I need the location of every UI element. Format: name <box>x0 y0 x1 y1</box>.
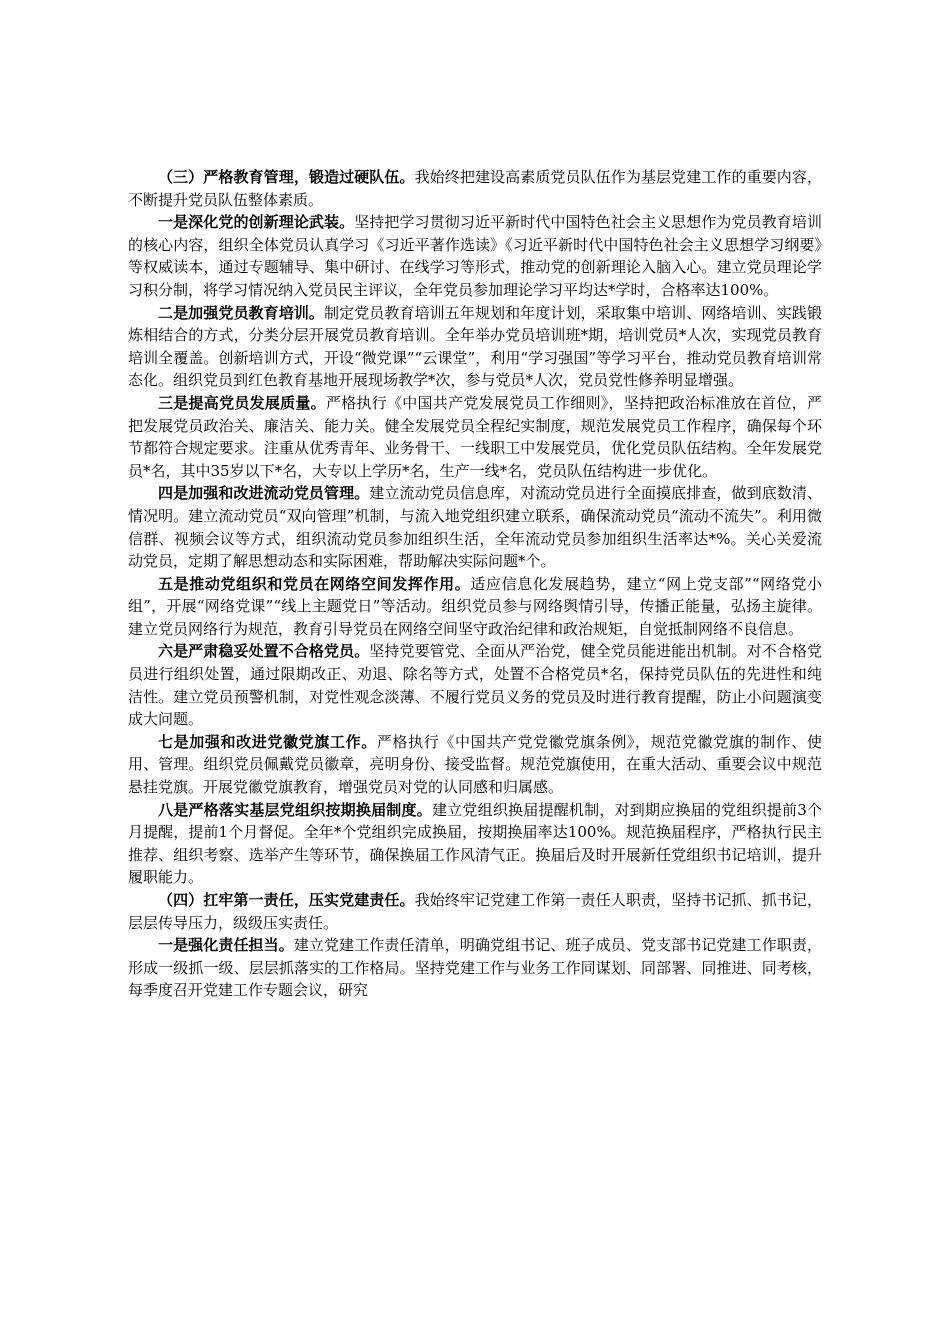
paragraph-heading: 五是推动党组织和党员在网络空间发挥作用。 <box>158 574 471 593</box>
paragraph-heading: 四是加强和改进流动党员管理。 <box>158 484 370 503</box>
paragraph-term-elections <box>128 799 822 889</box>
paragraph-responsibility-commitment <box>128 934 822 1002</box>
paragraph-unqualified-members <box>128 640 822 730</box>
paragraph-heading: 八是严格落实基层党组织按期换届制度。 <box>158 800 432 819</box>
paragraph-cyberspace <box>128 573 822 641</box>
paragraph-mobile-members <box>128 482 822 572</box>
paragraph-member-training <box>128 302 822 392</box>
paragraph-party-emblem-flag <box>128 731 822 799</box>
paragraph-text: 严格执行《中国共产党党徽党旗条例》，规范党徽党旗的制作、使用、管理。组织党员佩戴党员徽章，亮明身份、接受监督。规范党旗使用，在重大活动、重要会议中规范悬挂党旗。开展党徽党旗教育，增强党员对党的认同感和归属感。 <box>128 732 822 797</box>
paragraph-text: 建立流动党员信息库，对流动党员进行全面摸底排查，做到底数清、情况明。建立流动党员“双向管理”机制，与流入地党组织建立联系，确保流动党员“流动不流失”。利用微信群、视频会议等方式，组织流动党员参加组织生活，全年流动党员参加组织生活率达*%。关心关爱流动党员，定期了解思想动态和实际困难，帮助解决实际问题*个。 <box>128 484 822 571</box>
paragraph-heading: （四）扛牢第一责任，压实党建责任。 <box>158 891 415 909</box>
paragraph-heading: 一是强化责任担当。 <box>158 936 294 955</box>
paragraph-text: 我始终把建设高素质党员队伍作为基层党建工作的重要内容，不断提升党员队伍整体素质。 <box>128 168 822 209</box>
paragraph-text: 严格执行《中国共产党发展党员工作细则》，坚持把政治标准放在首位，严把发展党员政治关、廉洁关、能力关。健全发展党员全程纪实制度，规范发展党员工作程序，确保每个环节都符合规定要求。注重从优秀青年、业务骨干、一线职工中发展党员，优化党员队伍结构。全年发展党员*名，其中35岁以下*名，大专以上学历*名，生产一线*名，党员队伍结构进一步优化。 <box>128 393 822 480</box>
paragraph-text: 适应信息化发展趋势，建立“网上党支部”“网络党小组”，开展“网络党课”“线上主题党日”等活动。组织党员参与网络舆情引导，传播正能量，弘扬主旋律。建立党员网络行为规范，教育引导党员在网络空间坚守政治纪律和政治规矩，自觉抵制网络不良信息。 <box>128 574 822 638</box>
paragraph-text: 制定党员教育培训五年规划和年度计划，采取集中培训、网络培训、实践锻炼相结合的方式，分类分层开展党员教育培训。全年举办党员培训班*期，培训党员*人次，实现党员教育培训全覆盖。创新培训方式，开设“微党课”“云课堂”，利用“学习强国”等学习平台，推动党员教育培训常态化。组织党员到红色教育基地开展现场教学*次，参与党员*人次，党员党性修养明显增强。 <box>128 303 822 390</box>
paragraph-text: 建立党组织换届提醒机制，对到期应换届的党组织提前3个月提醒，提前1个月督促。全年*个党组织完成换届，按期换届率达100%。规范换届程序，严格执行民主推荐、组织考察、选举产生等环节，确保换届工作风清气正。换届后及时开展新任党组织书记培训，提升履职能力。 <box>128 800 822 887</box>
paragraph-text: 坚持把学习贯彻习近平新时代中国特色社会主义思想作为党员教育培训的核心内容，组织全体党员认真学习《习近平著作选读》《习近平新时代中国特色社会主义思想学习纲要》等权威读本，通过专题辅导、集中研讨、在线学习等形式，推动党的创新理论入脑入心。建立党员理论学习积分制，将学习情况纳入党员民主评议，全年党员参加理论学习平均达*学时，合格率达100%。 <box>128 213 822 299</box>
paragraph-heading: 七是加强和改进党徽党旗工作。 <box>158 732 377 751</box>
paragraph-heading: 六是严肃稳妥处置不合格党员。 <box>158 642 370 661</box>
paragraph-heading: 三是提高党员发展质量。 <box>158 393 326 412</box>
paragraph-text: 坚持党要管党、全面从严治党，健全党员能进能出机制。对不合格党员进行组织处置，通过限期改正、劝退、除名等方式，处置不合格党员*名，保持党员队伍的先进性和纯洁性。建立党员预警机制，对党性观念淡薄、不履行党员义务的党员及时进行教育提醒，防止小问题演变成大问题。 <box>128 642 822 729</box>
paragraph-heading: （三）严格教育管理，锻造过硬队伍。 <box>158 168 415 186</box>
paragraph-text: 我始终牢记党建工作第一责任人职责，坚持书记抓、抓书记，层层传导压力，级级压实责任。 <box>128 891 822 932</box>
paragraph-member-development <box>128 392 822 482</box>
document-body <box>128 166 822 1002</box>
paragraph-education-management <box>128 166 822 211</box>
paragraph-text: 建立党建工作责任清单，明确党组书记、班子成员、党支部书记党建工作职责，形成一级抓一级、层层抓落实的工作格局。坚持党建工作与业务工作同谋划、同部署、同推进、同考核，每季度召开党建工作专题会议，研究 <box>128 936 822 1000</box>
paragraph-heading: 二是加强党员教育培训。 <box>158 303 325 322</box>
paragraph-theory-study <box>128 211 822 301</box>
paragraph-heading: 一是深化党的创新理论武装。 <box>158 213 355 232</box>
paragraph-primary-responsibility <box>128 889 822 934</box>
